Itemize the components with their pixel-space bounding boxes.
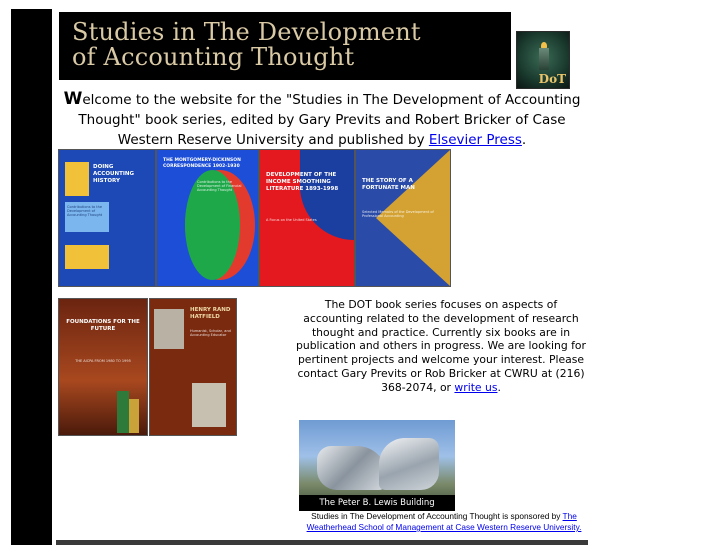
logo-mark: DoT [538,72,566,86]
description-tail: . [497,380,501,394]
book-subtitle: Humanist, Scholar, and Accounting Educator [190,329,231,337]
sponsor-note [296,511,592,533]
book-title: DEVELOPMENT OF THE INCOME SMOOTHING LITERATURE 1893-1998 [266,172,339,192]
welcome-paragraph [62,89,582,150]
site-banner [59,12,566,86]
book-title: THE MONTGOMERY-DICKINSON CORRESPONDENCE 1902-1930 [163,158,241,169]
series-description [296,298,586,395]
bottom-divider [56,540,588,545]
description-text: The DOT book series focuses on aspects of accounting related to the development of research thought and practice. Currently six books are in publication and others in progress. We are looking for pertinent projects and welcome your interest. Please contact Gary Previts or Rob Bricker at CWRU at (216) 368-2074, or [296,298,586,394]
elsevier-press-link[interactable]: Elsevier Press [428,132,522,148]
book-subtitle: Contributions to the Development of Financial Accounting Thought [197,180,242,192]
book-title: HENRY RAND HATFIELD [190,307,231,320]
peter-b-lewis-building-photo [299,420,455,511]
book-title: FOUNDATIONS FOR THE FUTURE [66,319,140,332]
sponsor-text: Studies in The Development of Accounting Thought is sponsored by [311,511,563,521]
book-title: DOING ACCOUNTING HISTORY [93,164,134,184]
book-subtitle: THE AICPA FROM 1980 TO 1995 [75,359,131,363]
book-title: THE STORY OF A FORTUNATE MAN [362,178,415,191]
dot-logo [516,31,570,89]
book-subtitle: Selected Memoirs of the Development of Professional Accounting [362,210,434,218]
book-subtitle: Contributions to the Development of Accounting Thought [67,205,103,217]
welcome-initial: W [63,89,83,109]
welcome-text: elcome to the website for the "Studies in The Development of Accounting Thought" book series, edited by Gary Previts and Robert Bricker of Case Western Reserve University and published by [78,92,581,148]
book-cover-montgomery-dickinson[interactable] [156,149,259,287]
weatherhead-school-link[interactable]: The Weatherhead School of Management at Case Western Reserve University. [306,511,582,532]
book-cover-foundations-for-the-future[interactable] [58,298,148,436]
banner-title-line2: of Accounting Thought [72,43,355,71]
book-cover-doing-accounting-history[interactable] [58,149,156,287]
banner-title-line1: Studies in The Development [72,18,421,46]
book-cover-henry-rand-hatfield[interactable] [149,298,237,436]
welcome-tail: . [521,132,527,148]
book-cover-income-smoothing[interactable] [259,149,355,287]
lighthouse-icon [539,48,549,70]
photo-caption: The Peter B. Lewis Building [299,495,455,511]
left-sidebar-bar [11,9,52,545]
book-subtitle: A Focus on the United States [266,218,317,222]
write-us-link[interactable]: write us [454,380,498,394]
book-cover-fortunate-man[interactable] [355,149,451,287]
